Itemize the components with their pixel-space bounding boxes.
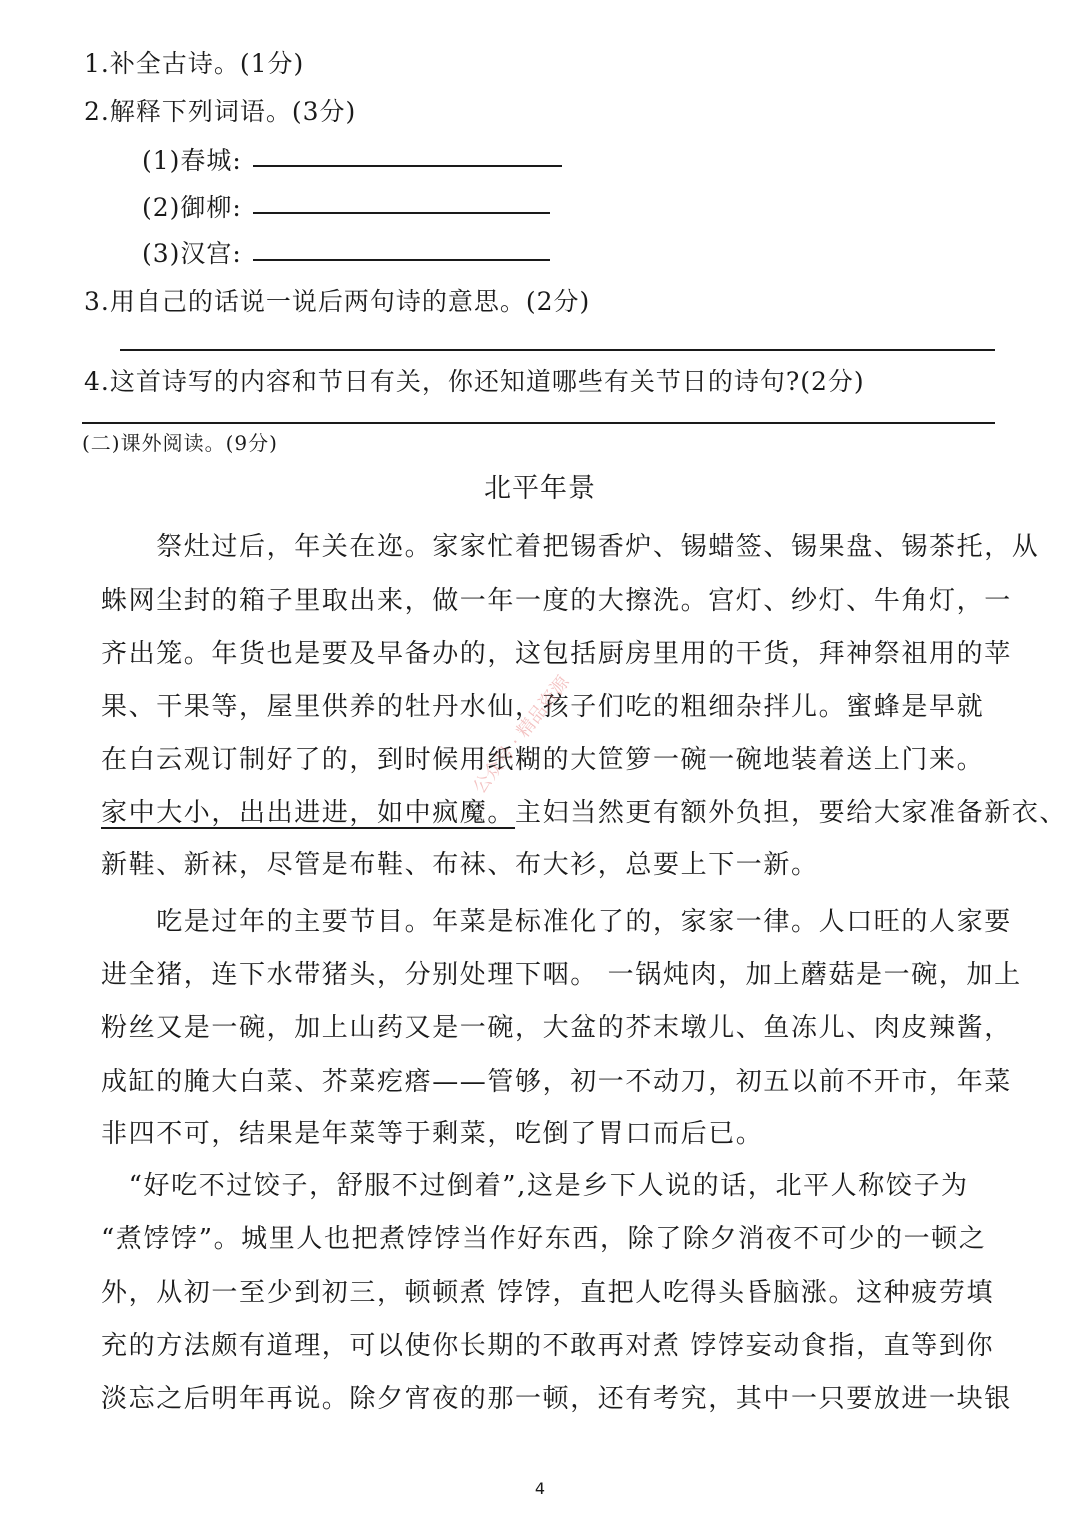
question-2-item-2: (2)御柳: [142, 193, 242, 222]
article-line: 充的方法颇有道理，可以使你长期的不敢再对煮 饽饽妄动食指，直等到你 [101, 1331, 995, 1361]
article-line: 齐出笼。年货也是要及早备办的，这包括厨房里用的干货，拜神祭祖用的苹 [101, 639, 1012, 669]
article-line: 粉丝又是一碗，加上山药又是一碗，大盆的芥末墩儿、鱼冻儿、肉皮辣酱， [101, 1013, 1012, 1043]
article-line: 蛛网尘封的箱子里取出来，做一年一度的大擦洗。宫灯、纱灯、牛角灯，一 [101, 586, 1012, 616]
article-line: 进全猪，连下水带猪头，分别处理下咽。 一锅炖肉，加上蘑菇是一碗，加上 [101, 960, 1022, 990]
article-line-rest: 主妇当然更有额外负担，要给大家准备新衣、 [515, 798, 1068, 828]
underlined-sentence: 家中大小，出出进进，如中疯魔。 [101, 798, 516, 828]
section-heading: (二)课外阅读。(9分) [82, 431, 278, 455]
article-line: 非四不可，结果是年菜等于剩菜，吃倒了胃口而后已。 [101, 1119, 764, 1149]
article-line: 新鞋、新袜，尽管是布鞋、布袜、布大衫，总要上下一新。 [101, 850, 819, 880]
article-line: 在白云观订制好了的，到时候用纸糊的大笸箩一碗一碗地装着送上门来。 [101, 745, 985, 775]
watermark: 公众号 · 精品资源 [469, 672, 574, 798]
question-4: 4.这首诗写的内容和节日有关，你还知道哪些有关节日的诗句?(2分) [84, 367, 865, 396]
question-2-item-3: (3)汉宫: [142, 239, 242, 268]
answer-blank-1[interactable] [253, 165, 562, 167]
answer-blank-2[interactable] [253, 212, 550, 214]
article-line: 外，从初一至少到初三，顿顿煮 饽饽，直把人吃得头昏脑涨。这种疲劳填 [101, 1278, 995, 1308]
answer-line-3[interactable] [120, 349, 995, 351]
article-line: 祭灶过后，年关在迩。家家忙着把锡香炉、锡蜡签、锡果盘、锡茶托，从 [101, 532, 1040, 562]
article-line: 成缸的腌大白菜、芥菜疙瘩——管够，初一不动刀，初五以前不开市，年菜 [101, 1067, 1012, 1097]
page-number: 4 [534, 1479, 546, 1498]
answer-blank-3[interactable] [253, 259, 550, 261]
article-line: “煮饽饽”。城里人也把煮饽饽当作好东西，除了除夕消夜不可少的一顿之 [101, 1224, 987, 1254]
article-line: “好吃不过饺子，舒服不过倒着”,这是乡下人说的话，北平人称饺子为 [101, 1171, 969, 1201]
question-2: 2.解释下列词语。(3分) [84, 97, 357, 126]
question-3: 3.用自己的话说一说后两句诗的意思。(2分) [84, 287, 591, 316]
answer-line-4[interactable] [82, 422, 995, 424]
article-line-with-underline [101, 792, 1067, 829]
question-1: 1.补全古诗。(1分) [84, 49, 305, 78]
article-line: 果、干果等，屋里供养的牡丹水仙，孩子们吃的粗细杂拌儿。蜜蜂是早就 [101, 692, 985, 722]
question-2-item-1: (1)春城: [142, 146, 242, 175]
article-line: 吃是过年的主要节目。年菜是标准化了的，家家一律。人口旺的人家要 [101, 907, 1012, 937]
article-line: 淡忘之后明年再说。除夕宵夜的那一顿，还有考究，其中一只要放进一块银 [101, 1384, 1012, 1414]
article-title: 北平年景 [484, 473, 596, 504]
